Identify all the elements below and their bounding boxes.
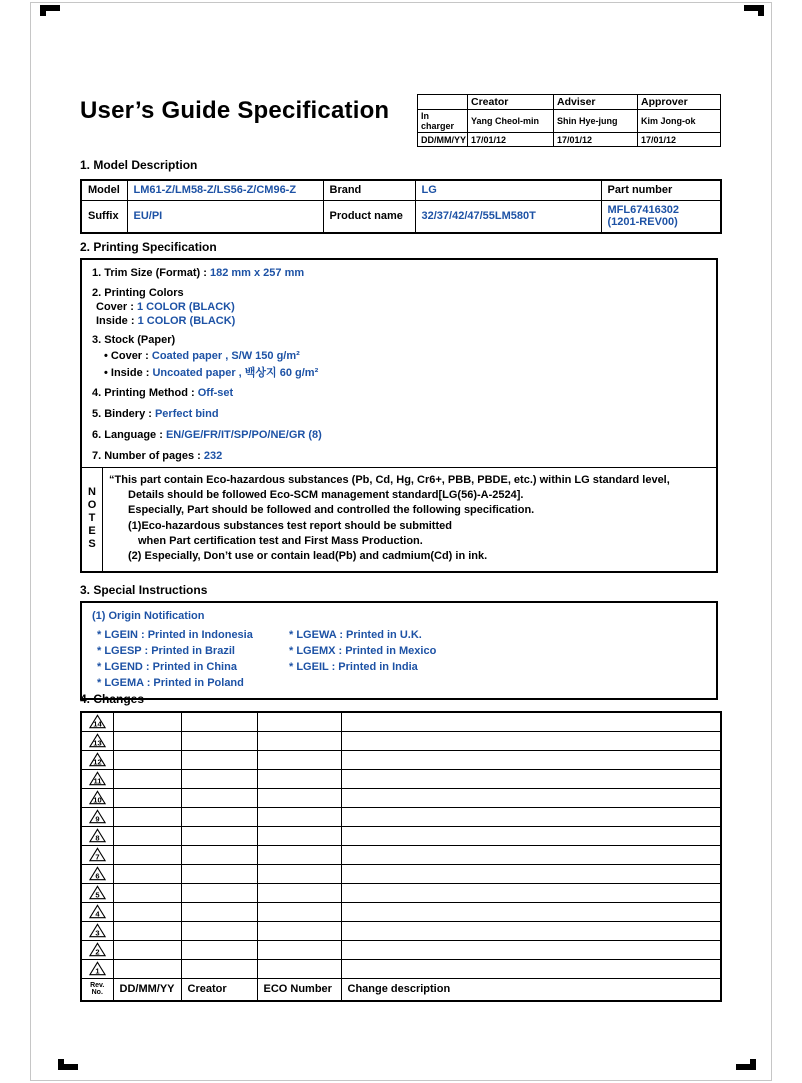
section-heading-printing: 2. Printing Specification (80, 240, 217, 254)
change-cell-empty (341, 846, 721, 865)
suffix-row (81, 200, 721, 233)
change-row (81, 751, 721, 770)
crop-mark-bottom-right-icon (736, 1059, 756, 1070)
change-cell-empty (181, 732, 257, 751)
change-cell-empty (257, 751, 341, 770)
revision-triangle-icon (89, 961, 106, 976)
svg-text:5: 5 (95, 890, 100, 900)
revision-cell (81, 884, 113, 903)
change-cell-empty (181, 808, 257, 827)
change-cell-empty (341, 789, 721, 808)
revision-cell (81, 922, 113, 941)
change-cell-empty (181, 903, 257, 922)
part-number-line1: MFL67416302 (607, 204, 680, 217)
change-cell-empty (113, 827, 181, 846)
approval-approver-date: 17/01/12 (638, 133, 721, 147)
section-heading-model: 1. Model Description (80, 158, 198, 172)
change-cell-empty (113, 712, 181, 732)
cover-color-line (92, 300, 708, 314)
origin-row (92, 659, 706, 675)
svg-text:3: 3 (95, 928, 100, 938)
revision-triangle-icon (89, 904, 106, 919)
trim-size-line (92, 266, 708, 280)
notes-line: Especially, Part should be followed and controlled the following specification. (128, 504, 535, 517)
change-cell-empty (341, 903, 721, 922)
change-cell-empty (257, 712, 341, 732)
approval-incharger-label: In charger (418, 110, 468, 133)
notes-line: Details should be followed Eco-SCM management standard[LG(56)-A-2524]. (128, 489, 524, 502)
origin-item: * LGEMX : Printed in Mexico (289, 645, 437, 657)
approval-header-adviser: Adviser (554, 95, 638, 110)
revision-cell (81, 865, 113, 884)
svg-text:2: 2 (95, 947, 100, 957)
stock-inside-value: Uncoated paper , 백상지 60 g/m² (152, 367, 319, 379)
change-cell-empty (181, 865, 257, 884)
stock-paper-label: 3. Stock (Paper) (92, 334, 176, 346)
approval-adviser-name: Shin Hye-jung (554, 110, 638, 133)
origin-row (92, 627, 706, 643)
revision-cell (81, 732, 113, 751)
revision-triangle-icon (89, 790, 106, 805)
change-cell-empty (181, 751, 257, 770)
revision-triangle-icon (89, 828, 106, 843)
change-row (81, 808, 721, 827)
changes-header-rev-line2: No. (91, 989, 103, 997)
page-title: User’s Guide Specification (80, 97, 390, 124)
revision-triangle-icon (89, 714, 106, 729)
change-cell-empty (257, 789, 341, 808)
printing-method-label: 4. Printing Method : (92, 387, 195, 399)
section-heading-special: 3. Special Instructions (80, 583, 208, 597)
svg-text:4: 4 (95, 909, 100, 919)
cover-color-label: Cover : (96, 301, 134, 313)
change-cell-empty (341, 922, 721, 941)
trim-size-label: 1. Trim Size (Format) : (92, 267, 207, 279)
crop-mark-bottom-left-icon (58, 1059, 78, 1070)
revision-triangle-icon (89, 847, 106, 862)
approval-header-row (418, 95, 721, 110)
special-instructions-box (80, 601, 718, 700)
change-row (81, 827, 721, 846)
change-cell-empty (181, 770, 257, 789)
svg-text:7: 7 (95, 852, 100, 862)
revision-cell (81, 903, 113, 922)
notes-line: “This part contain Eco-hazardous substances (Pb, Cd, Hg, Cr6+, PBB, PBDE, etc.) within LG standard level, (109, 474, 670, 486)
printing-colors-label: 2. Printing Colors (92, 287, 184, 299)
approval-header-empty (418, 95, 468, 110)
model-row (81, 180, 721, 200)
approval-adviser-date: 17/01/12 (554, 133, 638, 147)
change-row (81, 712, 721, 732)
notes-letter: T (88, 512, 96, 524)
model-label: Model (81, 180, 127, 200)
revision-cell (81, 846, 113, 865)
product-name-label: Product name (323, 200, 415, 233)
pages-value: 232 (203, 450, 223, 462)
bindery-line (92, 407, 708, 421)
revision-triangle-icon (89, 809, 106, 824)
revision-cell (81, 960, 113, 979)
brand-value: LG (415, 180, 601, 200)
stock-cover-value: Coated paper , S/W 150 g/m² (151, 350, 300, 362)
change-cell-empty (341, 770, 721, 789)
revision-cell (81, 808, 113, 827)
change-cell-empty (341, 960, 721, 979)
notes-line: (1)Eco-hazardous substances test report should be submitted (128, 519, 452, 532)
part-number-label: Part number (601, 180, 721, 200)
change-cell-empty (341, 732, 721, 751)
change-row (81, 903, 721, 922)
change-cell-empty (113, 846, 181, 865)
change-cell-empty (341, 884, 721, 903)
svg-text:14: 14 (93, 719, 102, 729)
cover-color-value: 1 COLOR (BLACK) (136, 301, 235, 313)
change-row (81, 941, 721, 960)
change-cell-empty (257, 865, 341, 884)
svg-text:12: 12 (93, 757, 102, 767)
product-name-value: 32/37/42/47/55LM580T (415, 200, 601, 233)
approval-date-row (418, 133, 721, 147)
changes-header-rev-line1: Rev. (90, 981, 105, 989)
printing-method-value: Off-set (197, 387, 234, 399)
change-cell-empty (181, 789, 257, 808)
change-cell-empty (257, 960, 341, 979)
notes-letter: S (88, 538, 96, 550)
origin-item: * LGEIL : Printed in India (289, 661, 418, 673)
changes-header-eco: ECO Number (257, 979, 341, 1001)
change-cell-empty (181, 827, 257, 846)
origin-item: * LGEMA : Printed in Poland (97, 677, 244, 689)
change-cell-empty (113, 808, 181, 827)
svg-text:8: 8 (95, 833, 100, 843)
pages-line (92, 449, 708, 463)
change-row (81, 789, 721, 808)
origin-notification-title: (1) Origin Notification (92, 610, 205, 622)
changes-header-creator: Creator (181, 979, 257, 1001)
origin-item: * LGEWA : Printed in U.K. (289, 629, 422, 641)
revision-cell (81, 827, 113, 846)
change-cell-empty (113, 922, 181, 941)
inside-color-label: Inside : (96, 315, 135, 327)
printing-spec-lines (82, 260, 716, 467)
revision-triangle-icon (89, 923, 106, 938)
change-cell-empty (113, 751, 181, 770)
change-cell-empty (113, 903, 181, 922)
change-cell-empty (113, 732, 181, 751)
change-row (81, 884, 721, 903)
change-cell-empty (257, 941, 341, 960)
change-cell-empty (257, 846, 341, 865)
revision-cell (81, 789, 113, 808)
revision-triangle-icon (89, 885, 106, 900)
bindery-value: Perfect bind (154, 408, 219, 420)
inside-color-value: 1 COLOR (BLACK) (137, 315, 236, 327)
crop-mark-top-left-icon (40, 5, 60, 16)
revision-triangle-icon (89, 733, 106, 748)
revision-triangle-icon (89, 771, 106, 786)
change-cell-empty (257, 922, 341, 941)
brand-label: Brand (323, 180, 415, 200)
change-cell-empty (257, 808, 341, 827)
change-row (81, 960, 721, 979)
change-cell-empty (181, 846, 257, 865)
svg-text:1: 1 (95, 966, 100, 976)
change-cell-empty (341, 941, 721, 960)
revision-triangle-icon (89, 942, 106, 957)
change-cell-empty (181, 712, 257, 732)
svg-text:9: 9 (95, 814, 100, 824)
approval-table (417, 94, 721, 147)
printing-method-line (92, 386, 708, 400)
language-label: 6. Language : (92, 429, 163, 441)
change-cell-empty (181, 922, 257, 941)
notes-line: when Part certification test and First Mass Production. (138, 534, 423, 547)
change-cell-empty (341, 808, 721, 827)
language-value: EN/GE/FR/IT/SP/PO/NE/GR (8) (165, 429, 322, 441)
origin-item: * LGEND : Printed in China (97, 661, 237, 673)
notes-text (103, 468, 676, 571)
change-cell-empty (341, 827, 721, 846)
change-cell-empty (341, 712, 721, 732)
changes-header-row (81, 979, 721, 1001)
change-row (81, 732, 721, 751)
change-cell-empty (113, 960, 181, 979)
change-cell-empty (257, 903, 341, 922)
change-row (81, 922, 721, 941)
origin-item: * LGESP : Printed in Brazil (97, 645, 235, 657)
svg-text:11: 11 (93, 776, 102, 786)
change-cell-empty (181, 960, 257, 979)
pages-label: 7. Number of pages : (92, 450, 201, 462)
approval-creator-name: Yang Cheol-min (468, 110, 554, 133)
suffix-label: Suffix (81, 200, 127, 233)
revision-triangle-icon (89, 752, 106, 767)
revision-cell (81, 751, 113, 770)
svg-text:10: 10 (93, 795, 102, 805)
notes-vertical-label (82, 468, 103, 571)
changes-header-rev (81, 979, 113, 1001)
model-value: LM61-Z/LM58-Z/LS56-Z/CM96-Z (127, 180, 323, 200)
approval-header-creator: Creator (468, 95, 554, 110)
crop-mark-top-right-icon (744, 5, 764, 16)
revision-triangle-icon (89, 866, 106, 881)
change-cell-empty (181, 941, 257, 960)
part-number-line2: (1201-REV00) (607, 216, 678, 229)
svg-text:13: 13 (93, 738, 102, 748)
change-cell-empty (341, 751, 721, 770)
revision-cell (81, 712, 113, 732)
language-line (92, 428, 708, 442)
change-cell-empty (113, 941, 181, 960)
part-number-value (601, 200, 721, 233)
change-cell-empty (181, 884, 257, 903)
inside-color-line (92, 314, 708, 328)
stock-inside-line (92, 366, 708, 380)
approval-incharger-row (418, 110, 721, 133)
revision-cell (81, 770, 113, 789)
stock-cover-line (92, 349, 708, 363)
approval-header-approver: Approver (638, 95, 721, 110)
change-cell-empty (113, 884, 181, 903)
change-row (81, 846, 721, 865)
approval-approver-name: Kim Jong-ok (638, 110, 721, 133)
notes-letter: E (88, 525, 96, 537)
change-row (81, 770, 721, 789)
origin-row (92, 643, 706, 659)
origin-item: * LGEIN : Printed in Indonesia (97, 629, 253, 641)
change-cell-empty (113, 770, 181, 789)
notes-letter: O (87, 499, 97, 511)
stock-inside-label: • Inside : (104, 367, 150, 379)
changes-header-desc: Change description (341, 979, 721, 1001)
change-cell-empty (257, 884, 341, 903)
change-cell-empty (113, 865, 181, 884)
notes-letter: N (88, 486, 96, 498)
changes-header-date: DD/MM/YY (113, 979, 181, 1001)
change-cell-empty (113, 789, 181, 808)
stock-cover-label: • Cover : (104, 350, 149, 362)
change-cell-empty (341, 865, 721, 884)
printing-specification-box (80, 258, 718, 573)
notes-section (82, 467, 716, 571)
origin-row (92, 675, 706, 691)
change-cell-empty (257, 827, 341, 846)
bindery-label: 5. Bindery : (92, 408, 152, 420)
change-cell-empty (257, 732, 341, 751)
section-heading-changes: 4. Changes (80, 692, 145, 706)
approval-date-label: DD/MM/YY (418, 133, 468, 147)
change-row (81, 865, 721, 884)
revision-cell (81, 941, 113, 960)
svg-text:6: 6 (95, 871, 100, 881)
change-cell-empty (257, 770, 341, 789)
trim-size-value: 182 mm x 257 mm (209, 267, 305, 279)
approval-creator-date: 17/01/12 (468, 133, 554, 147)
notes-line: (2) Especially, Don’t use or contain lead(Pb) and cadmium(Cd) in ink. (128, 550, 488, 563)
model-description-table (80, 179, 722, 234)
changes-table (80, 711, 722, 1002)
suffix-value: EU/PI (127, 200, 323, 233)
